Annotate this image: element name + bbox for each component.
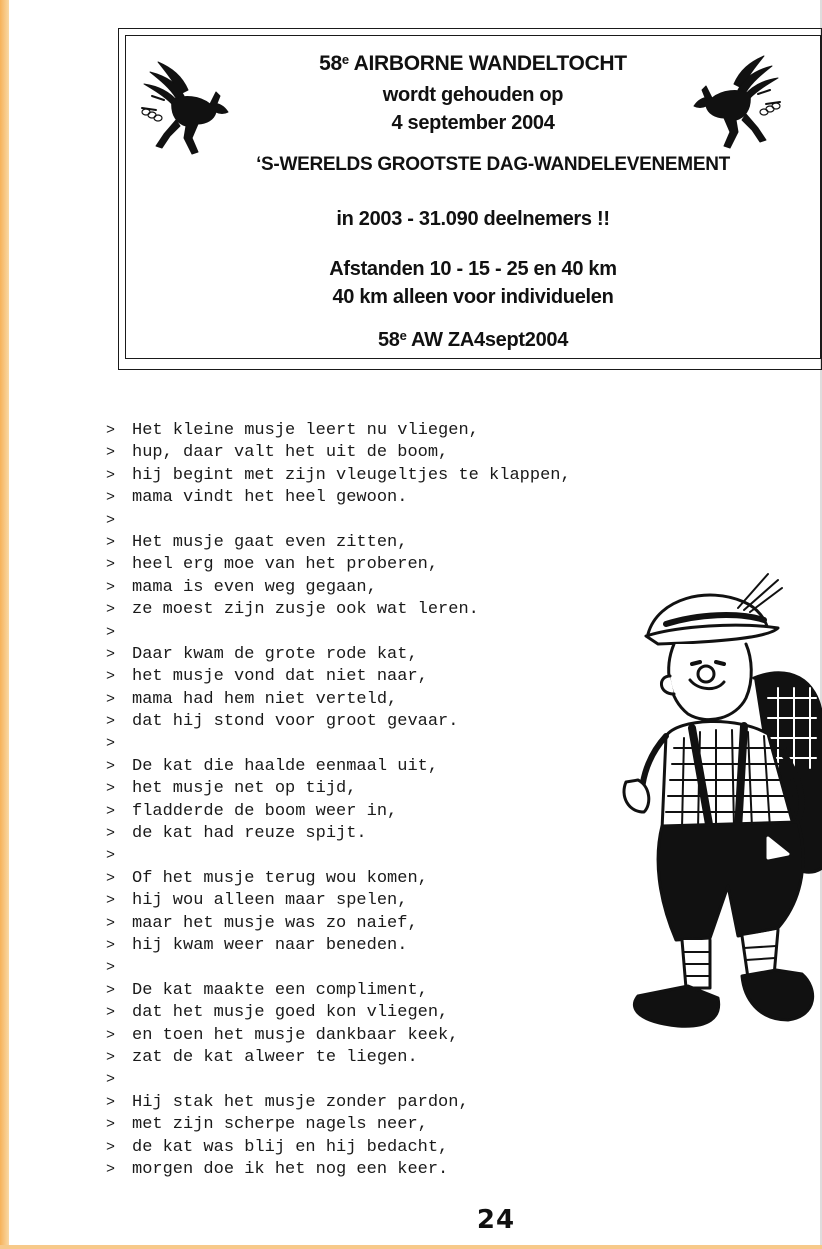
quote-marker: > (106, 645, 116, 663)
poem-line-text: maar het musje was zo naief, (132, 913, 418, 933)
poem-line (106, 1159, 571, 1181)
poem-line-text: Het kleine musje leert nu vliegen, (132, 421, 479, 440)
poem-line (106, 935, 571, 957)
poem-line (106, 532, 571, 554)
poem-line-text: hij begint met zijn vleugeltjes te klappen, (132, 465, 571, 485)
poem-line-text: morgen doe ik het nog een keer. (132, 1159, 449, 1179)
poem-line-text: het musje vond dat niet naar, (132, 667, 428, 687)
poem-line (106, 823, 571, 845)
quote-marker: > (106, 1116, 116, 1134)
hiker-illustration-icon (618, 568, 822, 1043)
quote-marker: > (106, 1048, 116, 1066)
quote-marker: > (106, 623, 116, 641)
quote-marker: > (106, 847, 116, 865)
quote-marker: > (106, 690, 116, 708)
advertisement-box (118, 28, 822, 370)
poem-line (106, 577, 571, 599)
ad-tagline: ‘S-WERELDS GROOTSTE DAG-WANDELEVENEMENT (256, 154, 730, 175)
ad-distances: Afstanden 10 - 15 - 25 en 40 km (329, 258, 617, 280)
poem-line-text: mama had hem niet verteld, (132, 689, 398, 709)
ad-individuals: 40 km alleen voor individuelen (332, 286, 614, 308)
poem-line (106, 689, 571, 711)
poem-line-text: Of het musje terug wou komen, (132, 868, 428, 888)
poem-line (106, 711, 571, 733)
poem-line (106, 980, 571, 1002)
quote-marker: > (106, 1071, 116, 1089)
poem-line-text: De kat maakte een compliment, (132, 980, 428, 1000)
poem-line (106, 487, 571, 509)
quote-marker: > (106, 825, 116, 843)
quote-marker: > (106, 422, 116, 439)
quote-marker: > (106, 959, 116, 977)
poem-line (106, 1114, 571, 1136)
poem-line-text: de kat was blij en hij bedacht, (132, 1137, 449, 1157)
quote-marker: > (106, 444, 116, 462)
poem-line (106, 622, 571, 644)
poem-line (106, 644, 571, 666)
poem-line (106, 442, 571, 464)
poem-line (106, 845, 571, 867)
poem-line (106, 1025, 571, 1047)
quote-marker: > (106, 489, 116, 507)
poem-line (106, 420, 571, 442)
quote-marker: > (106, 802, 116, 820)
poem-line-text: mama vindt het heel gewoon. (132, 488, 408, 508)
quote-marker: > (106, 780, 116, 798)
quote-marker: > (106, 1093, 116, 1111)
poem-line-text: heel erg moe van het proberen, (132, 555, 439, 575)
ad-title: 58e AIRBORNE WANDELTOCHT (319, 52, 627, 75)
poem-line (106, 957, 571, 979)
poem-line-text: het musje net op tijd, (132, 779, 357, 799)
poem-line (106, 666, 571, 688)
poem-line-text: dat het musje goed kon vliegen, (132, 1003, 449, 1023)
poem-line-text: hij wou alleen maar spelen, (132, 891, 408, 911)
ad-subtitle: wordt gehouden op (382, 84, 564, 106)
quote-marker: > (106, 936, 116, 954)
poem-line (106, 1137, 571, 1159)
poem (106, 420, 571, 1181)
poem-line (106, 465, 571, 487)
poem-line-text: zat de kat alweer te liegen. (132, 1047, 418, 1067)
poem-line-text: hup, daar valt het uit de boom, (132, 443, 449, 463)
poem-line-text: dat hij stond voor groot gevaar. (132, 712, 459, 732)
poem-line (106, 801, 571, 823)
poem-line (106, 913, 571, 935)
quote-marker: > (106, 892, 116, 910)
poem-line-text: Hij stak het musje zonder pardon, (132, 1092, 469, 1112)
poem-line-text: de kat had reuze spijt. (132, 824, 367, 844)
poem-line-text: ze moest zijn zusje ook wat leren. (132, 600, 479, 620)
poem-line (106, 599, 571, 621)
ad-date: 4 september 2004 (391, 112, 555, 134)
poem-line (106, 1069, 571, 1091)
poem-line-text: De kat die haalde eenmaal uit, (132, 756, 439, 776)
page-edge-left (0, 0, 9, 1249)
ad-code: 58e AW ZA4sept2004 (377, 328, 569, 351)
poem-line (106, 756, 571, 778)
quote-marker: > (106, 713, 116, 731)
poem-line-text: hij kwam weer naar beneden. (132, 935, 408, 955)
poem-line (106, 868, 571, 890)
quote-marker: > (106, 556, 116, 574)
poem-line (106, 890, 571, 912)
poem-line-text: fladderde de boom weer in, (132, 801, 398, 821)
poem-line (106, 778, 571, 800)
poem-line-text: Het musje gaat even zitten, (132, 532, 408, 552)
poem-line (106, 554, 571, 576)
quote-marker: > (106, 914, 116, 932)
page-edge-bottom (0, 1245, 822, 1249)
quote-marker: > (106, 601, 116, 619)
quote-marker: > (106, 1004, 116, 1022)
quote-marker: > (106, 578, 116, 596)
poem-line (106, 510, 571, 532)
poem-line-text: Daar kwam de grote rode kat, (132, 644, 418, 664)
quote-marker: > (106, 466, 116, 484)
quote-marker: > (106, 869, 116, 887)
advertisement-inner-frame (125, 35, 821, 359)
ad-participants: in 2003 - 31.090 deelnemers !! (336, 208, 610, 230)
quote-marker: > (106, 735, 116, 753)
quote-marker: > (106, 1160, 116, 1178)
quote-marker: > (106, 1026, 116, 1044)
page-number: 24 (476, 1205, 516, 1235)
quote-marker: > (106, 533, 116, 551)
poem-line (106, 1047, 571, 1069)
quote-marker: > (106, 668, 116, 686)
poem-line (106, 1092, 571, 1114)
poem-line-text: met zijn scherpe nagels neer, (132, 1115, 428, 1135)
quote-marker: > (106, 981, 116, 999)
poem-line-text: mama is even weg gegaan, (132, 577, 377, 597)
poem-line (106, 1002, 571, 1024)
poem-line-text: en toen het musje dankbaar keek, (132, 1025, 459, 1045)
quote-marker: > (106, 511, 116, 529)
poem-line (106, 733, 571, 755)
quote-marker: > (106, 1138, 116, 1156)
quote-marker: > (106, 757, 116, 775)
